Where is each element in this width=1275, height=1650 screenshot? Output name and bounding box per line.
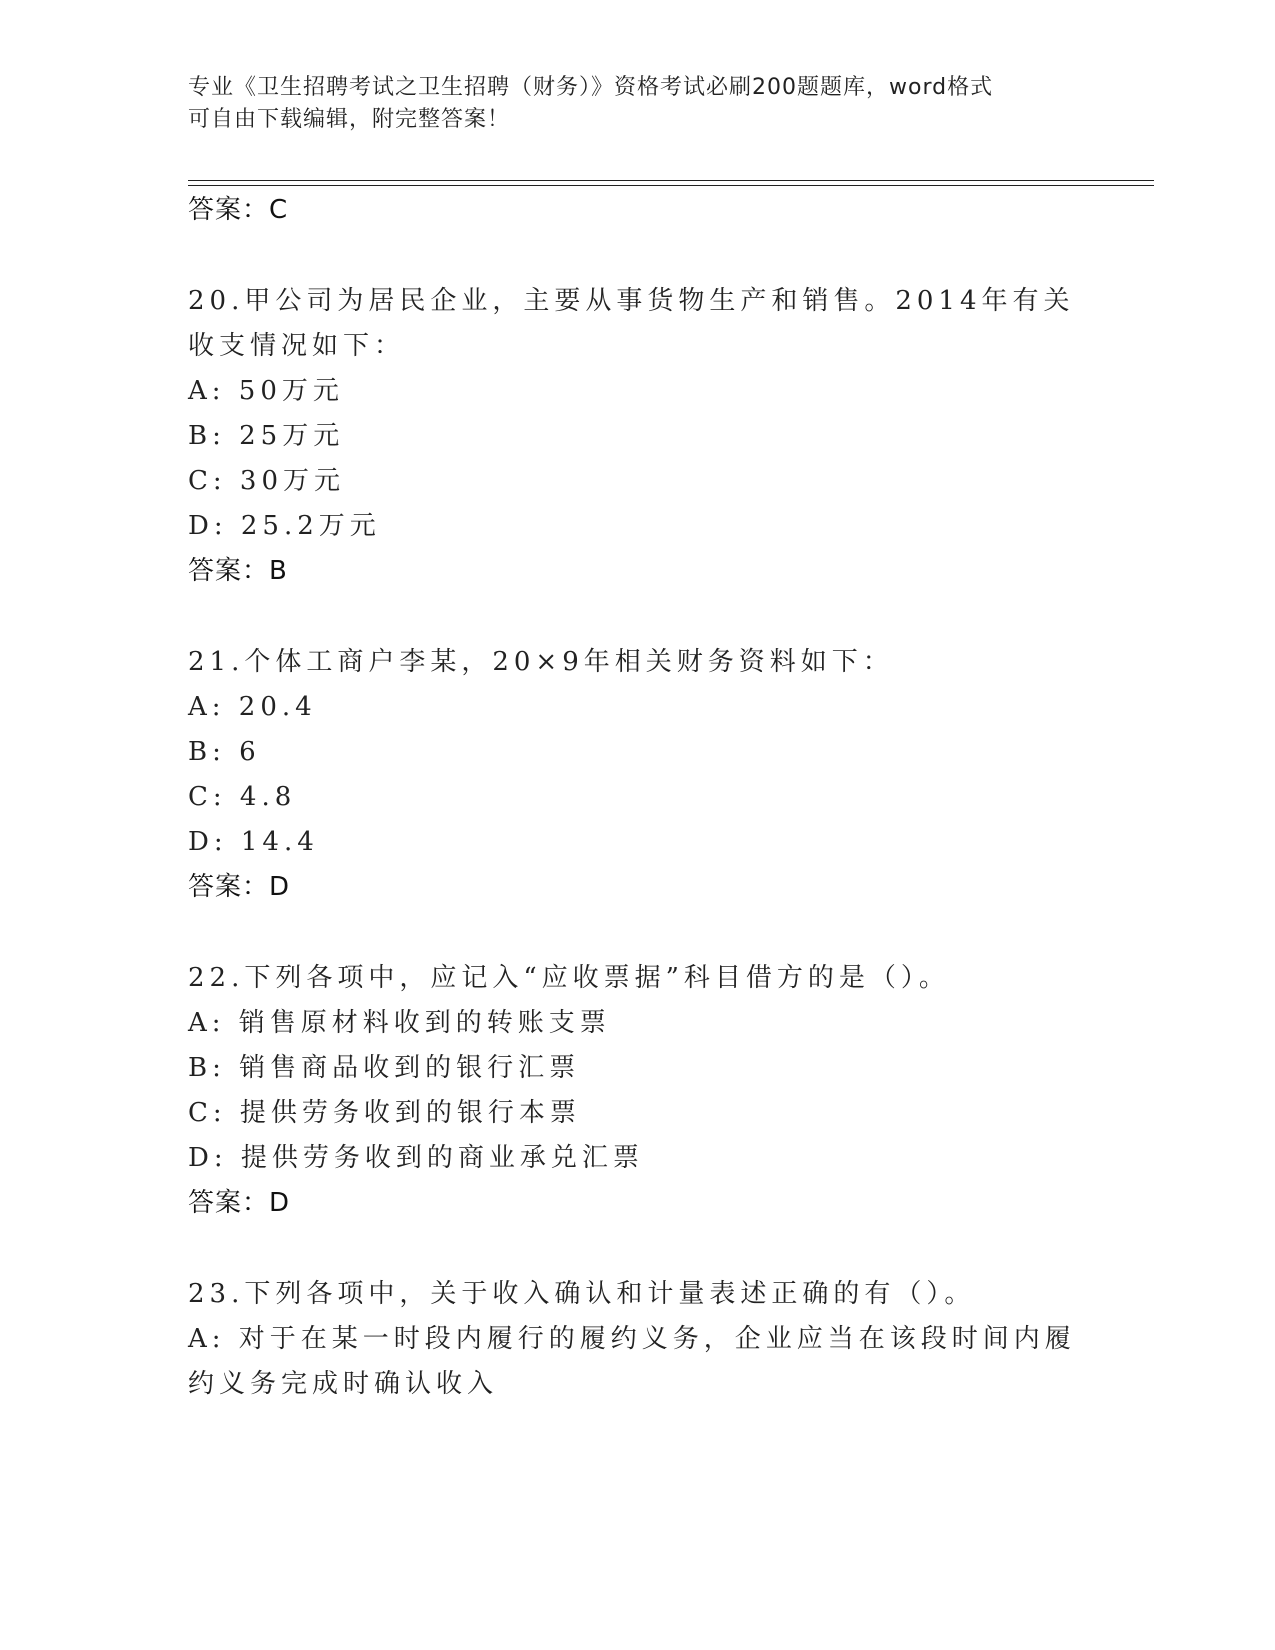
answer-line: 答案：D bbox=[188, 872, 291, 902]
question-20 bbox=[188, 279, 1088, 594]
option-c: C: 提供劳务收到的银行本票 bbox=[188, 1098, 581, 1128]
header-line-1: 专业《卫生招聘考试之卫生招聘（财务）》资格考试必刷200题题库，word格式 bbox=[188, 75, 994, 100]
answer-line: 答案：D bbox=[188, 1188, 291, 1218]
answer-line: 答案：B bbox=[188, 556, 288, 586]
option-c: C: 30万元 bbox=[188, 466, 346, 496]
option-b: B: 25万元 bbox=[188, 421, 345, 451]
spacer bbox=[188, 594, 1088, 640]
spacer bbox=[188, 1226, 1088, 1272]
header-divider-top bbox=[188, 180, 1154, 181]
question-21 bbox=[188, 640, 1088, 910]
option-a: A: 50万元 bbox=[188, 376, 344, 406]
question-23 bbox=[188, 1272, 1088, 1407]
option-d: D: 25.2万元 bbox=[188, 511, 381, 541]
option-b: B: 销售商品收到的银行汇票 bbox=[188, 1053, 581, 1083]
header-divider-bottom bbox=[188, 185, 1154, 186]
answer-line: 答案：C bbox=[188, 195, 289, 225]
option-b: B: 6 bbox=[188, 737, 261, 767]
option-d: D: 14.4 bbox=[188, 827, 319, 857]
spacer bbox=[188, 910, 1088, 956]
option-c: C: 4.8 bbox=[188, 782, 297, 812]
question-list bbox=[188, 188, 1088, 1407]
question-stem: 22.下列各项中，应记入“应收票据”科目借方的是（）。 bbox=[188, 963, 950, 993]
option-d: D: 提供劳务收到的商业承兑汇票 bbox=[188, 1143, 644, 1173]
spacer bbox=[188, 233, 1088, 279]
option-a: A: 销售原材料收到的转账支票 bbox=[188, 1008, 611, 1038]
option-a: A: 20.4 bbox=[188, 692, 317, 722]
header-line-2: 可自由下载编辑，附完整答案！ bbox=[188, 107, 511, 132]
question-stem: 23.下列各项中，关于收入确认和计量表述正确的有（）。 bbox=[188, 1279, 976, 1309]
page-header bbox=[188, 72, 1068, 136]
question-stem: 21.个体工商户李某，20×9年相关财务资料如下： bbox=[188, 647, 894, 677]
question-22 bbox=[188, 956, 1088, 1226]
question-stem: 20.甲公司为居民企业，主要从事货物生产和销售。2014年有关收支情况如下： bbox=[188, 286, 1075, 361]
option-a: A: 对于在某一时段内履行的履约义务，企业应当在该段时间内履约义务完成时确认收入 bbox=[188, 1324, 1076, 1399]
